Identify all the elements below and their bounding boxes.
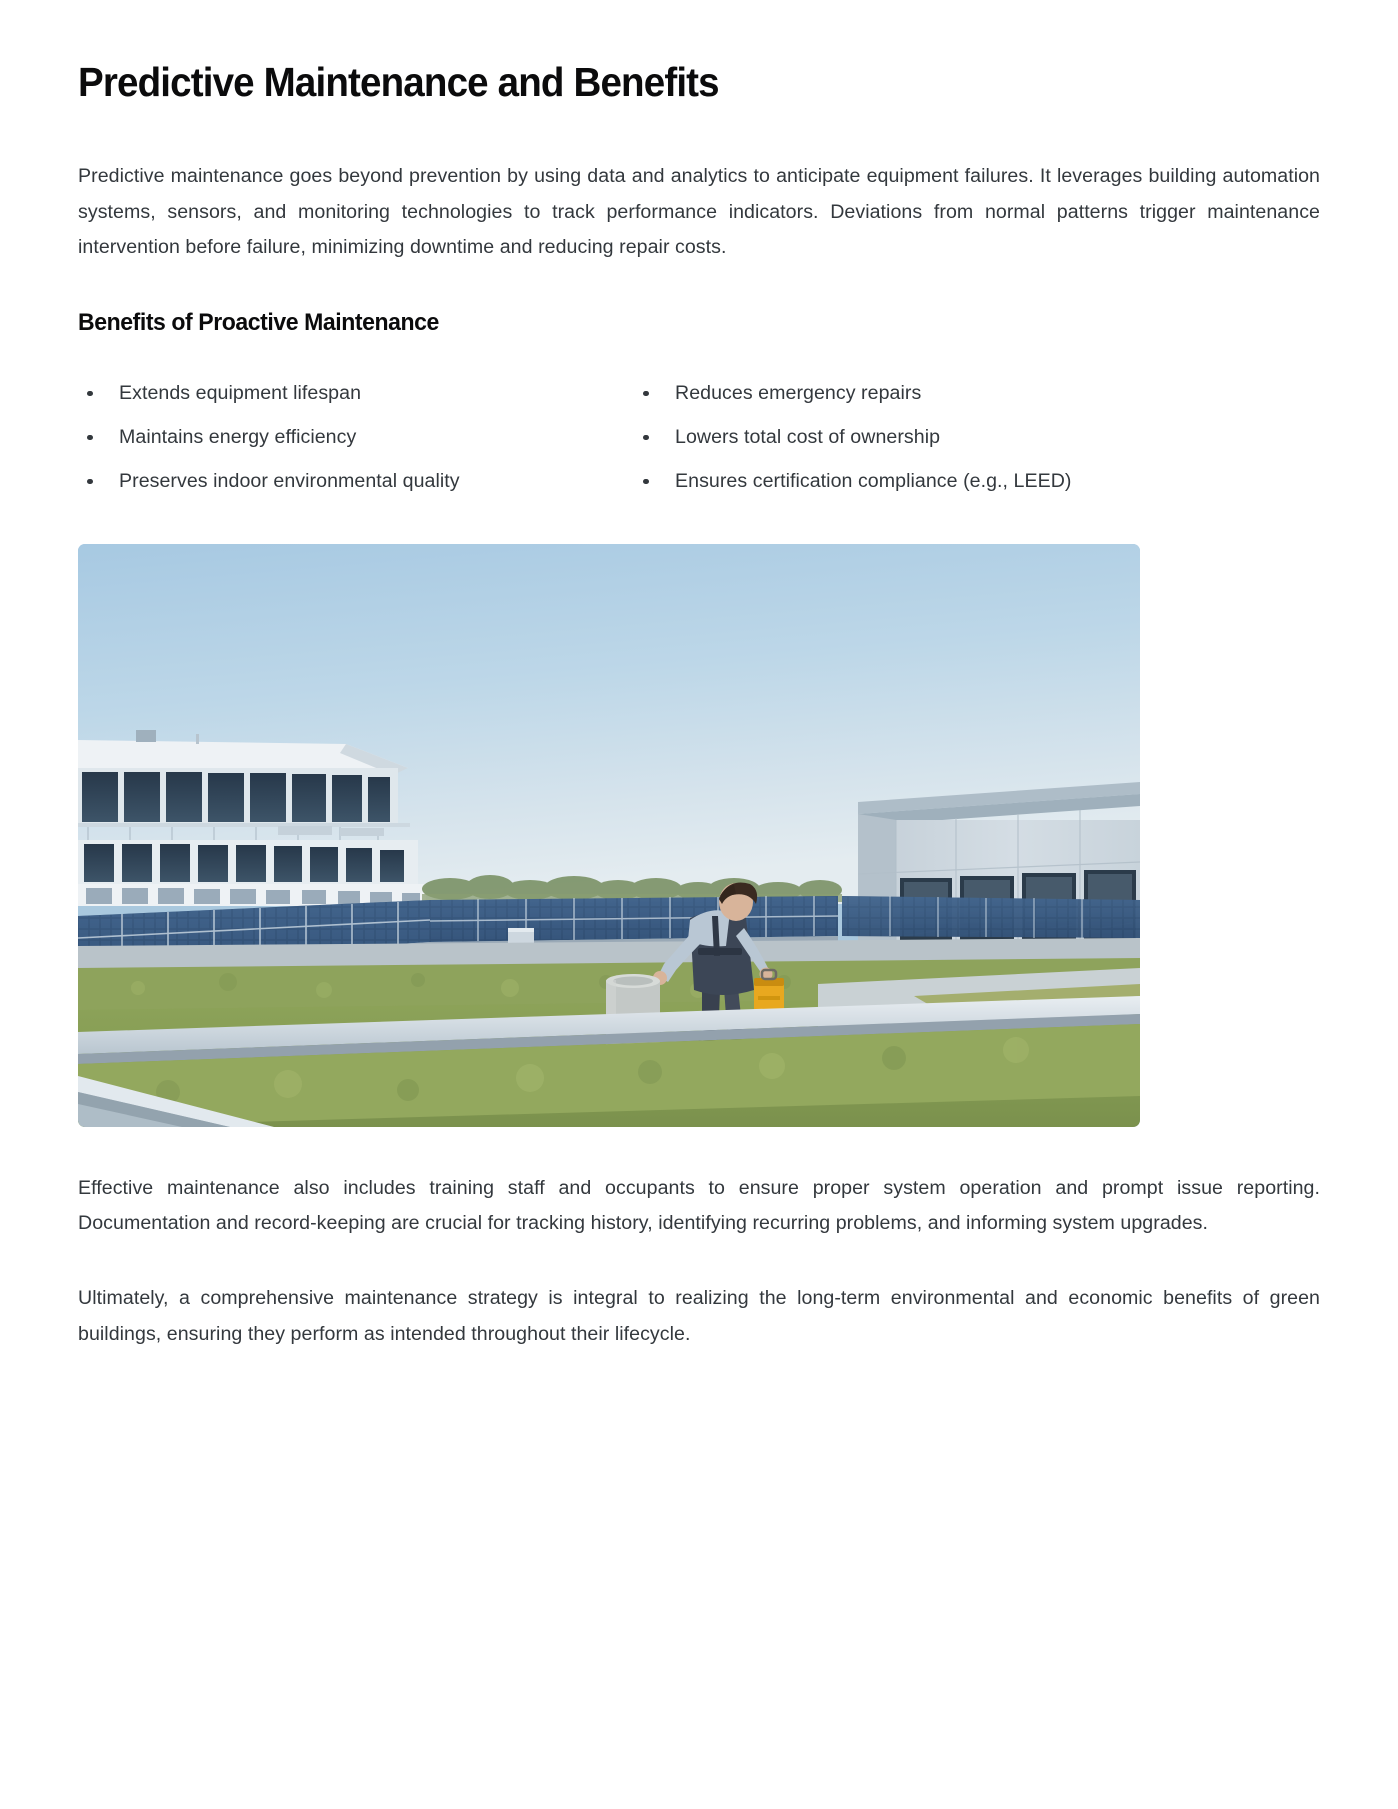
paragraph-final: Ultimately, a comprehensive maintenance strategy is integral to realizing the long-term environmental and economic benefits of green buildings, ensuring they perform as intended throughout their lifecycle. bbox=[78, 1287, 1320, 1345]
section-heading: Benefits of Proactive Maintenance bbox=[78, 308, 439, 336]
list-item-label: Ensures certification compliance (e.g., LEED) bbox=[675, 469, 1072, 492]
benefits-list bbox=[78, 382, 1320, 514]
list-item bbox=[78, 382, 634, 405]
intro-paragraph: Predictive maintenance goes beyond prevention by using data and analytics to anticipate equipment failures. It leverages building automation systems, sensors, and monitoring technologies to track performance indicators. Deviations from normal patterns trigger maintenance intervention before failure, minimizing downtime and reducing repair costs. bbox=[78, 165, 1320, 259]
bullet-icon bbox=[87, 479, 93, 485]
list-item-label: Extends equipment lifespan bbox=[119, 381, 362, 404]
page-title: Predictive Maintenance and Benefits bbox=[78, 59, 719, 105]
bullet-icon bbox=[643, 479, 649, 485]
list-item-label: Lowers total cost of ownership bbox=[675, 425, 941, 448]
paragraph-after-figure: Effective maintenance also includes training staff and occupants to ensure proper system operation and prompt issue reporting. Documentation and record-keeping are crucial for tracking history, identifying recurring problems, and informing system upgrades. bbox=[78, 1176, 1320, 1234]
list-item bbox=[634, 426, 1320, 449]
bullet-icon bbox=[643, 435, 649, 441]
list-item bbox=[634, 382, 1320, 405]
list-item bbox=[78, 470, 634, 493]
benefits-left-column bbox=[78, 382, 634, 514]
green-roof-photo bbox=[78, 544, 1140, 1127]
bullet-icon bbox=[87, 435, 93, 441]
list-item-label: Preserves indoor environmental quality bbox=[119, 469, 460, 492]
benefits-right-column bbox=[634, 382, 1320, 514]
list-item bbox=[634, 470, 1320, 493]
list-item-label: Maintains energy efficiency bbox=[119, 425, 357, 448]
list-item-label: Reduces emergency repairs bbox=[675, 381, 922, 404]
list-item bbox=[78, 426, 634, 449]
bullet-icon bbox=[87, 391, 93, 397]
bullet-icon bbox=[643, 391, 649, 397]
